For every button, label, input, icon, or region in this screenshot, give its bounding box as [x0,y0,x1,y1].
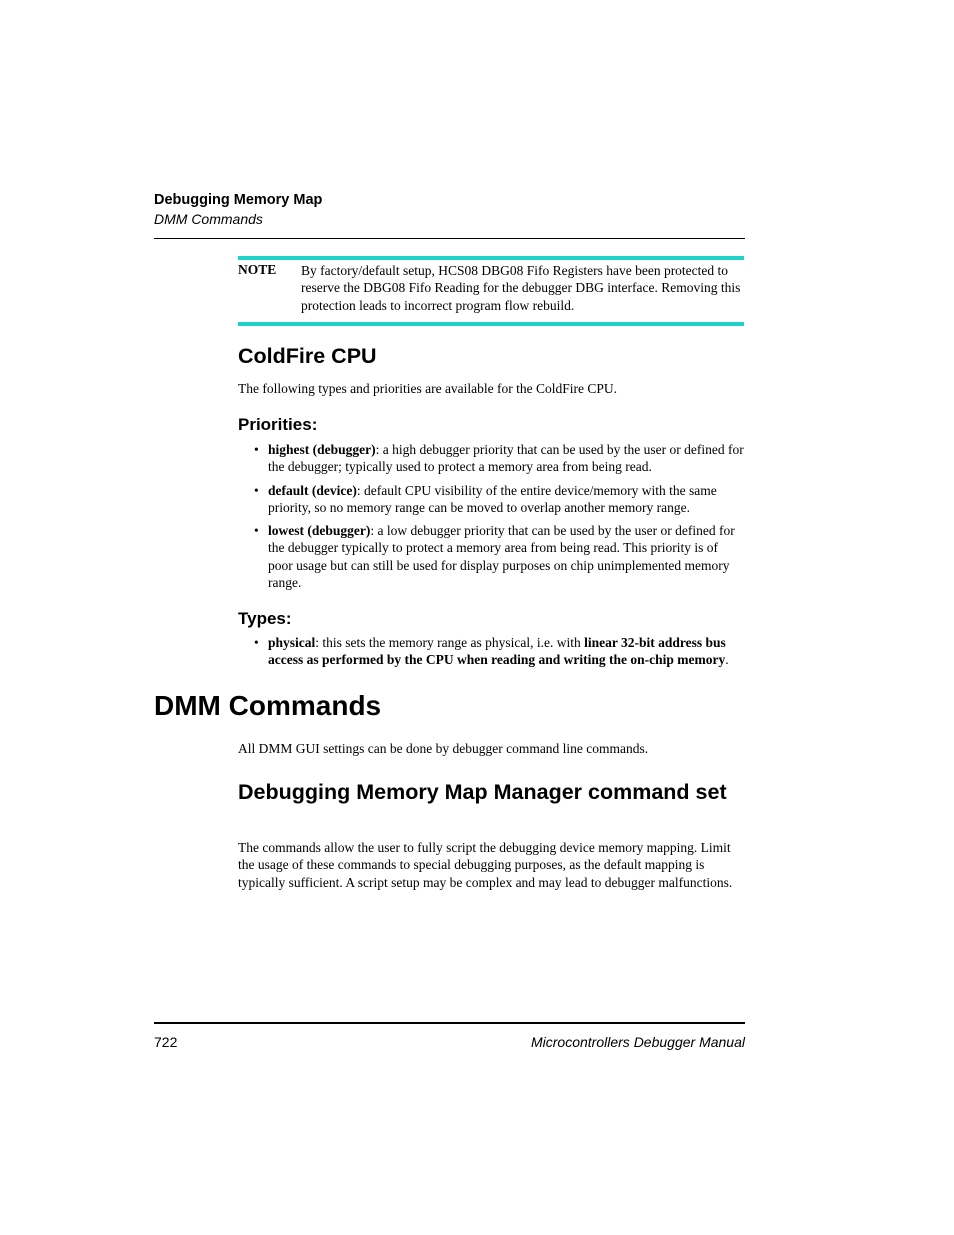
page-number: 722 [154,1034,178,1050]
list-item [268,482,744,517]
list-item-tail: . [725,652,729,668]
coldfire-intro: The following types and priorities are available for the ColdFire CPU. [238,381,618,396]
note-text: By factory/default setup, HCS08 DBG08 Fifo Registers have been protected to reserve the DBG08 Fifo Reading for the debugger DBG interface. Removing this protection leads to incorrect program flow rebuild. [301,263,741,313]
list-item-term: physical [268,635,316,650]
list-item [268,634,744,669]
list-item-text: : a high debugger priority that can be used by the user or defined for the debugger; typically used to protect a memory area from being read. [268,442,744,475]
bullet-glyph: • [254,442,259,457]
dmm-intro: All DMM GUI settings can be done by debugger command line commands. [238,741,649,756]
subsection-heading-priorities: Priorities: [238,415,318,434]
list-item-text: : default CPU visibility of the entire device/memory with the same priority, so no memory range can be moved to overlap another memory range. [268,483,717,516]
running-header-subtitle: DMM Commands [154,211,263,227]
bullet-glyph: • [254,483,259,498]
note-label: NOTE [238,262,277,277]
list-item [268,522,744,591]
list-item [268,441,744,476]
list-item-text: : a low debugger priority that can be used by the user or defined for the debugger typically to protect a memory area from being read. This priority is of poor usage but can still be used for display purposes on chip unimplemented memory range. [268,523,735,590]
header-divider [154,238,745,239]
footer-divider [154,1022,745,1024]
list-item-term: default (device) [268,483,357,498]
manual-title: Microcontrollers Debugger Manual [531,1034,745,1050]
bullet-glyph: • [254,523,259,538]
section-heading-coldfire: ColdFire CPU [238,344,377,368]
list-item-term: lowest (debugger) [268,523,371,538]
bullet-glyph: • [254,635,259,650]
list-item-emphasis: linear 32-bit address bus access as performed by the CPU when reading and writing the on-chip memory [268,635,726,668]
list-item-text: : this sets the memory range as physical, i.e. with [315,635,585,650]
running-header-title: Debugging Memory Map [154,192,323,208]
chapter-heading-dmm-commands: DMM Commands [154,690,382,721]
list-item-term: highest (debugger) [268,442,376,457]
dmm-manager-text: The commands allow the user to fully script the debugging device memory mapping. Limit the usage of these commands to special debugging purposes, as the default mapping is typically sufficient. A script setup may be complex and may lead to debugger malfunctions. [238,840,733,890]
subsection-heading-types: Types: [238,609,292,628]
section-heading-dmm-manager: Debugging Memory Map Manager command set [238,780,727,804]
